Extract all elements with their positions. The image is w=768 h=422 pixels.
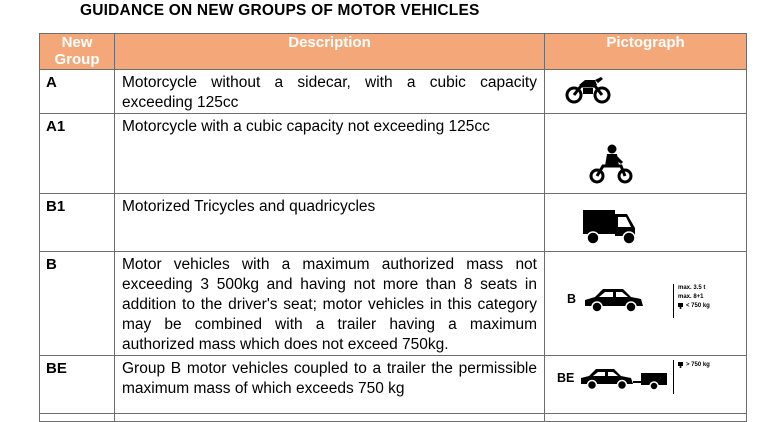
group-description: Group B motor vehicles coupled to a trailer the permissible maximum mass of which exceeds 750 kg — [115, 356, 545, 414]
table-row — [40, 194, 747, 252]
table-row — [40, 414, 747, 422]
table-row — [40, 356, 747, 414]
header-description: Description — [115, 34, 545, 70]
pictograph-cell — [545, 356, 747, 414]
group-description: Motorcycle with a cubic capacity not exceeding 125cc — [115, 114, 545, 194]
pictograph-cell — [545, 114, 747, 194]
trailer-mass-note: < 750 kg — [686, 303, 710, 309]
pictograph-label: B — [567, 292, 577, 306]
pictograph-cell — [545, 252, 747, 356]
separator-line — [673, 360, 674, 394]
header-pictograph: Pictograph — [545, 34, 747, 70]
group-description — [115, 414, 545, 422]
pictograph-label: BE — [557, 371, 575, 385]
table-row — [40, 114, 747, 194]
group-description: Motorcycle without a sidecar, with a cubic capacity exceeding 125cc — [115, 70, 545, 114]
group-code: B1 — [40, 194, 115, 252]
max-mass-note: max. 3.5 t — [678, 285, 706, 291]
pictograph-cell — [545, 194, 747, 252]
header-new-group: New Group — [40, 34, 115, 70]
group-code: A1 — [40, 114, 115, 194]
pictograph-cell — [545, 414, 747, 422]
pictograph-cell — [545, 70, 747, 114]
group-code — [40, 414, 115, 422]
group-description: Motor vehicles with a maximum authorized mass not exceeding 3 500kg and having not more than 8 seats in addition to the driver's seat; motor vehicles in this category may be combined with a trailer having a maximum authorized mass which does not exceed 750kg. — [115, 252, 545, 356]
max-seats-note: max. 8+1 — [678, 294, 704, 300]
table-row — [40, 70, 747, 114]
table-row — [40, 252, 747, 356]
table-header-row — [40, 34, 747, 70]
group-code: BE — [40, 356, 115, 414]
trailer-mass-note: > 750 kg — [686, 362, 710, 368]
group-code: A — [40, 70, 115, 114]
group-code: B — [40, 252, 115, 356]
tricycle-icon — [581, 208, 639, 246]
motorcycle-rider-icon — [589, 144, 633, 184]
page-title: GUIDANCE ON NEW GROUPS OF MOTOR VEHICLES — [80, 2, 480, 19]
separator-line — [673, 284, 674, 318]
trailer-small-icon — [678, 362, 685, 368]
car-trailer-icon — [579, 366, 671, 392]
motorcycle-icon — [565, 74, 611, 104]
trailer-small-icon — [678, 303, 685, 309]
group-description: Motorized Tricycles and quadricycles — [115, 194, 545, 252]
vehicle-groups-table — [39, 33, 747, 422]
car-icon — [583, 286, 645, 314]
